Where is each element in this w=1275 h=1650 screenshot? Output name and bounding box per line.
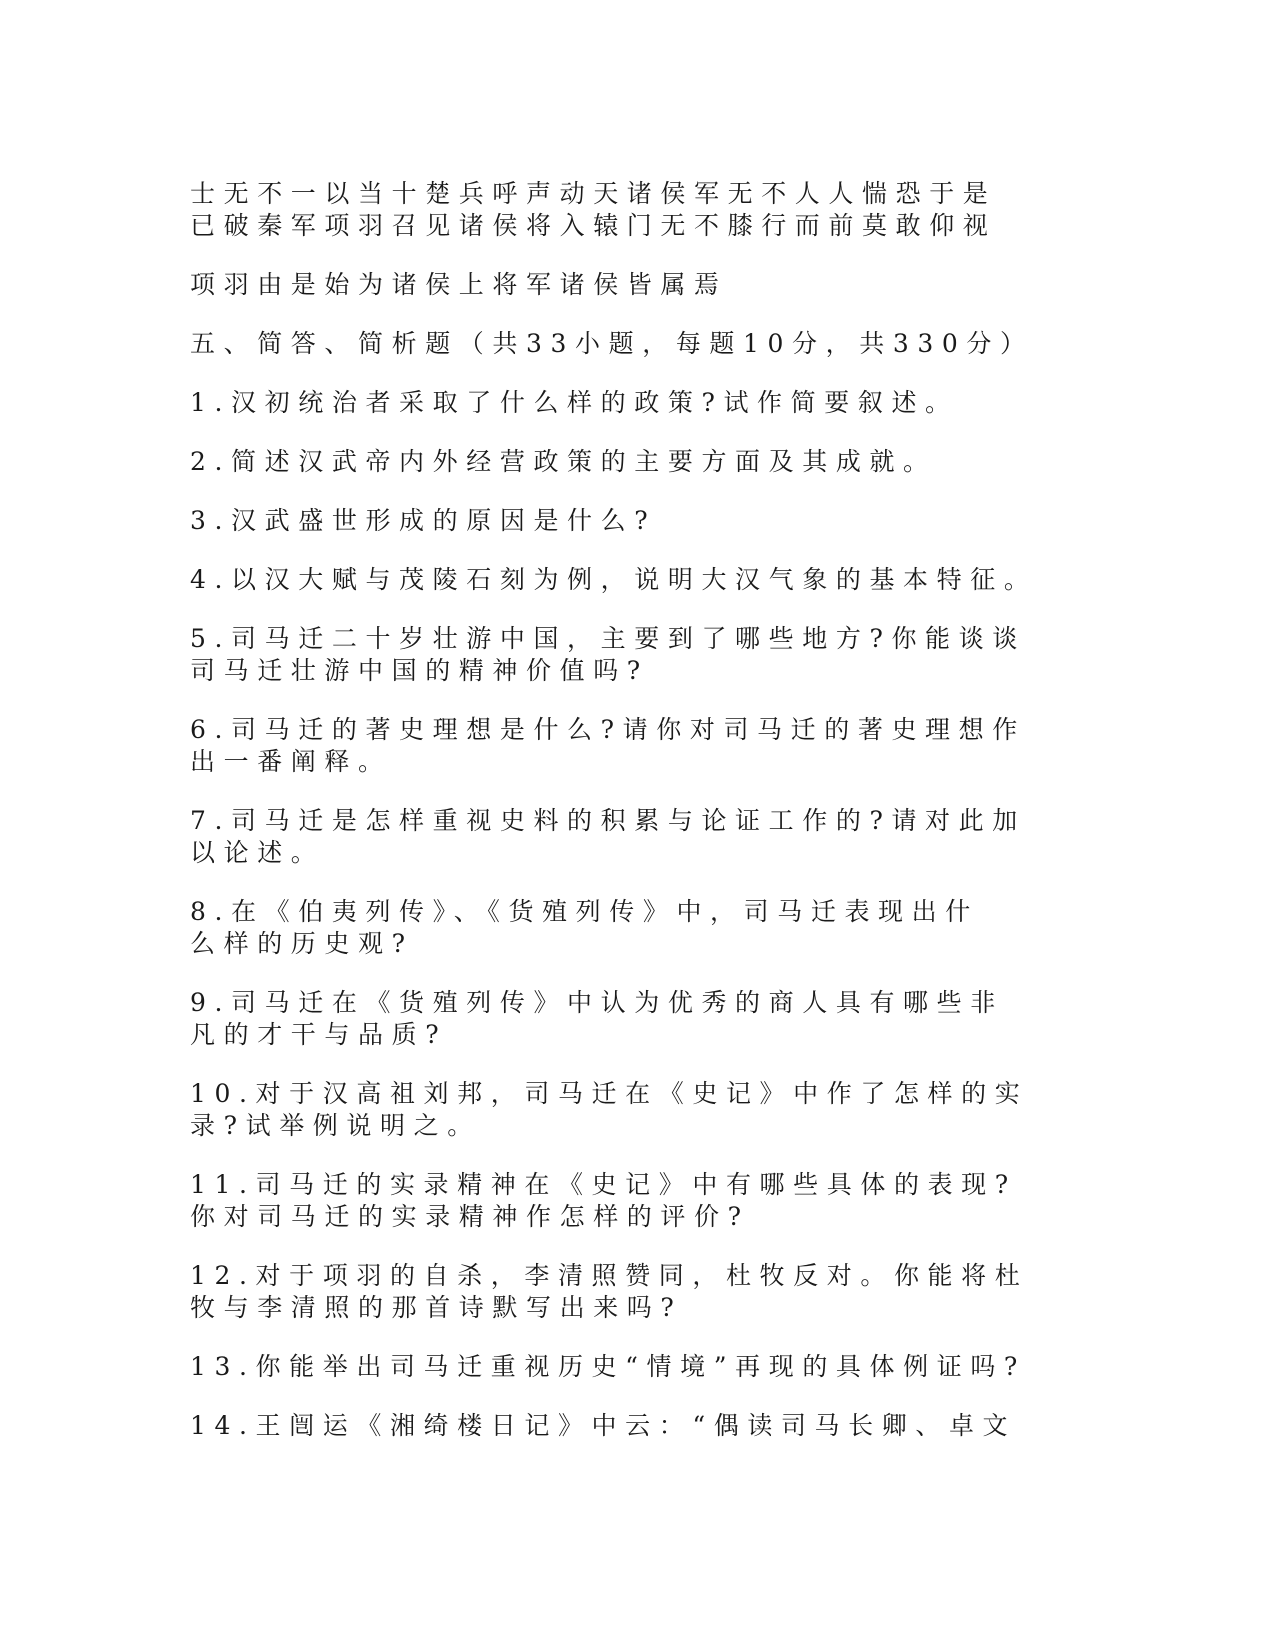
text-line: 3.汉武盛世形成的原因是什么? <box>190 506 657 535</box>
text-line: 2.简述汉武帝内外经营政策的主要方面及其成就。 <box>190 447 937 476</box>
paragraph-continuation-1 <box>190 178 1100 242</box>
text-line: 1.汉初统治者采取了什么样的政策?试作简要叙述。 <box>190 388 959 417</box>
question-1 <box>190 387 1100 419</box>
text-line: 4.以汉大赋与茂陵石刻为例，说明大汉气象的基本特征。 <box>190 565 1038 594</box>
text-line: 出一番阐释。 <box>190 747 392 776</box>
question-13 <box>190 1351 1100 1383</box>
text-line: 8.在《伯夷列传》、《货殖列传》中，司马迁表现出什 <box>190 897 979 926</box>
question-7 <box>190 805 1100 869</box>
text-line: 么样的历史观? <box>190 929 414 958</box>
text-line: 司马迁壮游中国的精神价值吗? <box>190 656 649 685</box>
text-line: 13.你能举出司马迁重视历史“情境”再现的具体例证吗? <box>190 1352 1026 1381</box>
text-line: 凡的才干与品质? <box>190 1020 448 1049</box>
text-line: 你对司马迁的实录精神作怎样的评价? <box>190 1202 750 1231</box>
text-line: 录?试举例说明之。 <box>190 1111 481 1140</box>
text-line: 7.司马迁是怎样重视史料的积累与论证工作的?请对此加 <box>190 806 1026 835</box>
text-line: 牧与李清照的那首诗默写出来吗? <box>190 1293 683 1322</box>
text-line: 11.司马迁的实录精神在《史记》中有哪些具体的表现? <box>190 1170 1017 1199</box>
text-line: 12.对于项羽的自杀，李清照赞同，杜牧反对。你能将杜 <box>190 1261 1029 1290</box>
question-6 <box>190 714 1100 778</box>
question-12 <box>190 1260 1100 1324</box>
document-page <box>190 178 1100 1469</box>
section-heading <box>190 328 1100 360</box>
question-2 <box>190 446 1100 478</box>
text-line: 14.王闿运《湘绮楼日记》中云：“偶读司马长卿、卓文 <box>190 1411 1017 1440</box>
text-line: 项羽由是始为诸侯上将军诸侯皆属焉 <box>190 270 728 299</box>
question-3 <box>190 505 1100 537</box>
text-line: 5.司马迁二十岁壮游中国，主要到了哪些地方?你能谈谈 <box>190 624 1026 653</box>
question-10 <box>190 1078 1100 1142</box>
question-11 <box>190 1169 1100 1233</box>
text-line: 10.对于汉高祖刘邦，司马迁在《史记》中作了怎样的实 <box>190 1079 1029 1108</box>
question-4 <box>190 564 1100 596</box>
question-8 <box>190 896 1100 960</box>
text-line: 6.司马迁的著史理想是什么?请你对司马迁的著史理想作 <box>190 715 1026 744</box>
question-5 <box>190 623 1100 687</box>
question-9 <box>190 987 1100 1051</box>
text-line: 士无不一以当十楚兵呼声动天诸侯军无不人人惴恐于是 <box>190 179 997 208</box>
paragraph-continuation-2 <box>190 269 1100 301</box>
text-line: 五、简答、简析题（共33小题，每题10分，共330分） <box>190 329 1034 358</box>
text-line: 以论述。 <box>190 838 325 867</box>
text-line: 已破秦军项羽召见诸侯将入辕门无不膝行而前莫敢仰视 <box>190 211 997 240</box>
question-14 <box>190 1410 1100 1442</box>
text-line: 9.司马迁在《货殖列传》中认为优秀的商人具有哪些非 <box>190 988 1004 1017</box>
